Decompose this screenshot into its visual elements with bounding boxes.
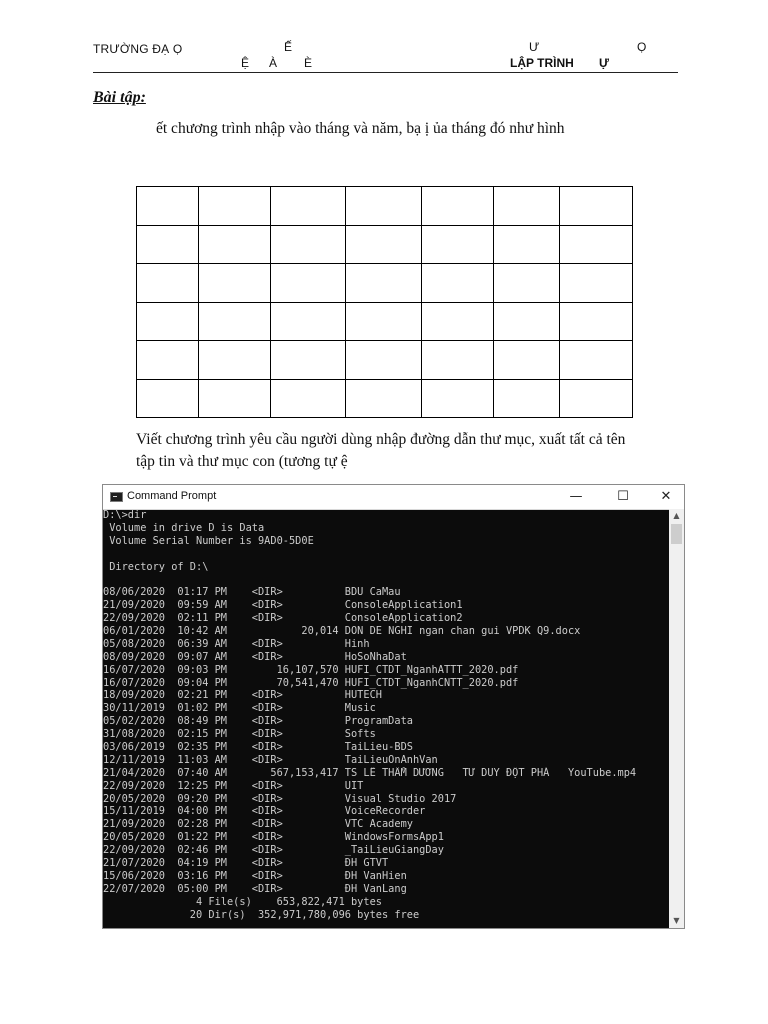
scroll-down-arrow-icon[interactable]: ▼ [673, 916, 680, 925]
grid-cell [494, 264, 560, 303]
grid-cell [422, 225, 494, 264]
console-line: Volume Serial Number is 9AD0-5D0E [103, 534, 314, 547]
header-fragment: Ọ [637, 40, 647, 54]
grid-cell [494, 302, 560, 341]
console-output [103, 509, 671, 928]
grid-cell [271, 379, 346, 418]
grid-cell [137, 264, 199, 303]
console-line [103, 548, 671, 561]
grid-row [137, 225, 633, 264]
grid-cell [346, 379, 422, 418]
console-line: 06/01/2020 10:42 AM 20,014 DON DE NGHI ngan chan gui VPDK Q9.docx [103, 625, 581, 638]
minimize-icon[interactable]: — [569, 489, 583, 504]
grid-cell [346, 187, 422, 226]
grid-cell [271, 225, 346, 264]
grid-cell [494, 187, 560, 226]
console-line: 08/06/2020 01:17 PM <DIR> BDU CaMau [103, 586, 401, 599]
console-line: 15/06/2020 03:16 PM <DIR> ĐH VanHien [103, 869, 407, 882]
header-divider [93, 72, 678, 73]
grid-cell [560, 341, 633, 380]
exercise-1-text: ết chương trình nhập vào tháng và năm, bạ ị ủa tháng đó như hình [156, 120, 565, 137]
command-prompt-window [102, 484, 685, 929]
grid-cell [422, 187, 494, 226]
grid-cell [346, 302, 422, 341]
grid-cell [494, 379, 560, 418]
console-line: 21/09/2020 02:28 PM <DIR> VTC Academy [103, 818, 413, 831]
grid-cell [271, 302, 346, 341]
header-fragment: È [304, 56, 313, 70]
console-line: 22/07/2020 05:00 PM <DIR> ĐH VanLang [103, 882, 407, 895]
console-line: 22/09/2020 02:11 PM <DIR> ConsoleApplication2 [103, 612, 463, 625]
window-title: Command Prompt [127, 490, 217, 502]
console-line: 21/07/2020 04:19 PM <DIR> ĐH GTVT [103, 857, 389, 870]
header-fragment: Ệ [241, 56, 250, 70]
console-line: 05/02/2020 08:49 PM <DIR> ProgramData [103, 715, 413, 728]
console-line: 21/04/2020 07:40 AM 567,153,417 TS LÊ THẨM DƯƠNG TƯ DUY ĐỘT PHÁ YouTube.mp4 [103, 766, 637, 779]
grid-cell [560, 225, 633, 264]
grid-cell [560, 264, 633, 303]
header-fragment: Ự [599, 56, 609, 70]
console-line: 12/11/2019 11:03 AM <DIR> TaiLieuOnAnhVan [103, 753, 438, 766]
console-line: 30/11/2019 01:02 PM <DIR> Music [103, 702, 376, 715]
grid-row [137, 302, 633, 341]
console-line: Volume in drive D is Data [103, 521, 265, 534]
header-fragment: À [269, 56, 278, 70]
section-title: Bài tập: [93, 89, 146, 106]
grid-row [137, 264, 633, 303]
scroll-thumb[interactable] [671, 524, 682, 544]
grid-cell [494, 225, 560, 264]
exercise-2-text-line-2: tập tin và thư mục con (tương tự ệ [136, 453, 348, 470]
console-line: 08/09/2020 09:07 AM <DIR> HoSoNhaDat [103, 650, 407, 663]
maximize-icon[interactable]: ☐ [617, 489, 629, 504]
grid-cell [199, 225, 271, 264]
grid-cell [422, 264, 494, 303]
scroll-up-arrow-icon[interactable]: ▲ [673, 511, 680, 520]
console-line: 20/05/2020 01:22 PM <DIR> WindowsFormsApp1 [103, 831, 444, 844]
header-school-name: TRƯỜNG ĐẠ Ọ [93, 42, 183, 56]
console-line: 15/11/2019 04:00 PM <DIR> VoiceRecorder [103, 805, 426, 818]
console-line: 05/08/2020 06:39 AM <DIR> Hinh [103, 637, 370, 650]
calendar-grid [136, 186, 633, 418]
console-line: 22/09/2020 02:46 PM <DIR> _TaiLieuGiangDay [103, 844, 444, 857]
grid-row [137, 187, 633, 226]
console-line [103, 573, 671, 586]
grid-cell [346, 341, 422, 380]
grid-cell [346, 225, 422, 264]
console-line: 20 Dir(s) 352,971,780,096 bytes free [103, 908, 420, 921]
console-line: D:\>dir [103, 509, 147, 521]
console-line: 20/05/2020 09:20 PM <DIR> Visual Studio 2017 [103, 792, 457, 805]
console-app-icon [110, 492, 123, 502]
header-course-name: LẬP TRÌNH [510, 56, 574, 70]
grid-cell [560, 302, 633, 341]
grid-cell [271, 264, 346, 303]
grid-cell [137, 379, 199, 418]
grid-cell [199, 302, 271, 341]
grid-cell [271, 341, 346, 380]
grid-cell [137, 187, 199, 226]
console-line: 22/09/2020 12:25 PM <DIR> UIT [103, 779, 364, 792]
console-line: 31/08/2020 02:15 PM <DIR> Softs [103, 728, 376, 741]
console-line: Directory of D:\ [103, 560, 209, 573]
window-titlebar [103, 485, 684, 510]
console-line: 16/07/2020 09:04 PM 70,541,470 HUFI_CTDT_NganhCNTT_2020.pdf [103, 676, 519, 689]
grid-cell [199, 379, 271, 418]
grid-cell [560, 187, 633, 226]
grid-cell [422, 302, 494, 341]
grid-cell [199, 187, 271, 226]
console-line: 16/07/2020 09:03 PM 16,107,570 HUFI_CTDT_NganhATTT_2020.pdf [103, 663, 519, 676]
grid-cell [199, 264, 271, 303]
grid-cell [494, 341, 560, 380]
exercise-2-text-line-1: Viết chương trình yêu cầu người dùng nhập đường dẫn thư mục, xuất tất cả tên [136, 431, 626, 448]
grid-cell [271, 187, 346, 226]
grid-cell [346, 264, 422, 303]
console-line: 4 File(s) 653,822,471 bytes [103, 895, 382, 908]
console-line: 18/09/2020 02:21 PM <DIR> HUTECH [103, 689, 382, 702]
grid-row [137, 379, 633, 418]
console-line: 03/06/2019 02:35 PM <DIR> TaiLieu-BDS [103, 741, 413, 754]
vertical-scrollbar[interactable] [669, 509, 684, 928]
close-icon[interactable]: ✕ [660, 489, 672, 504]
grid-cell [199, 341, 271, 380]
grid-cell [422, 341, 494, 380]
grid-cell [137, 302, 199, 341]
grid-row [137, 341, 633, 380]
grid-cell [560, 379, 633, 418]
grid-cell [422, 379, 494, 418]
console-line: 21/09/2020 09:59 AM <DIR> ConsoleApplication1 [103, 599, 463, 612]
header-fragment: Ư [529, 40, 540, 54]
header-fragment: Ế [284, 40, 293, 54]
grid-cell [137, 341, 199, 380]
grid-cell [137, 225, 199, 264]
